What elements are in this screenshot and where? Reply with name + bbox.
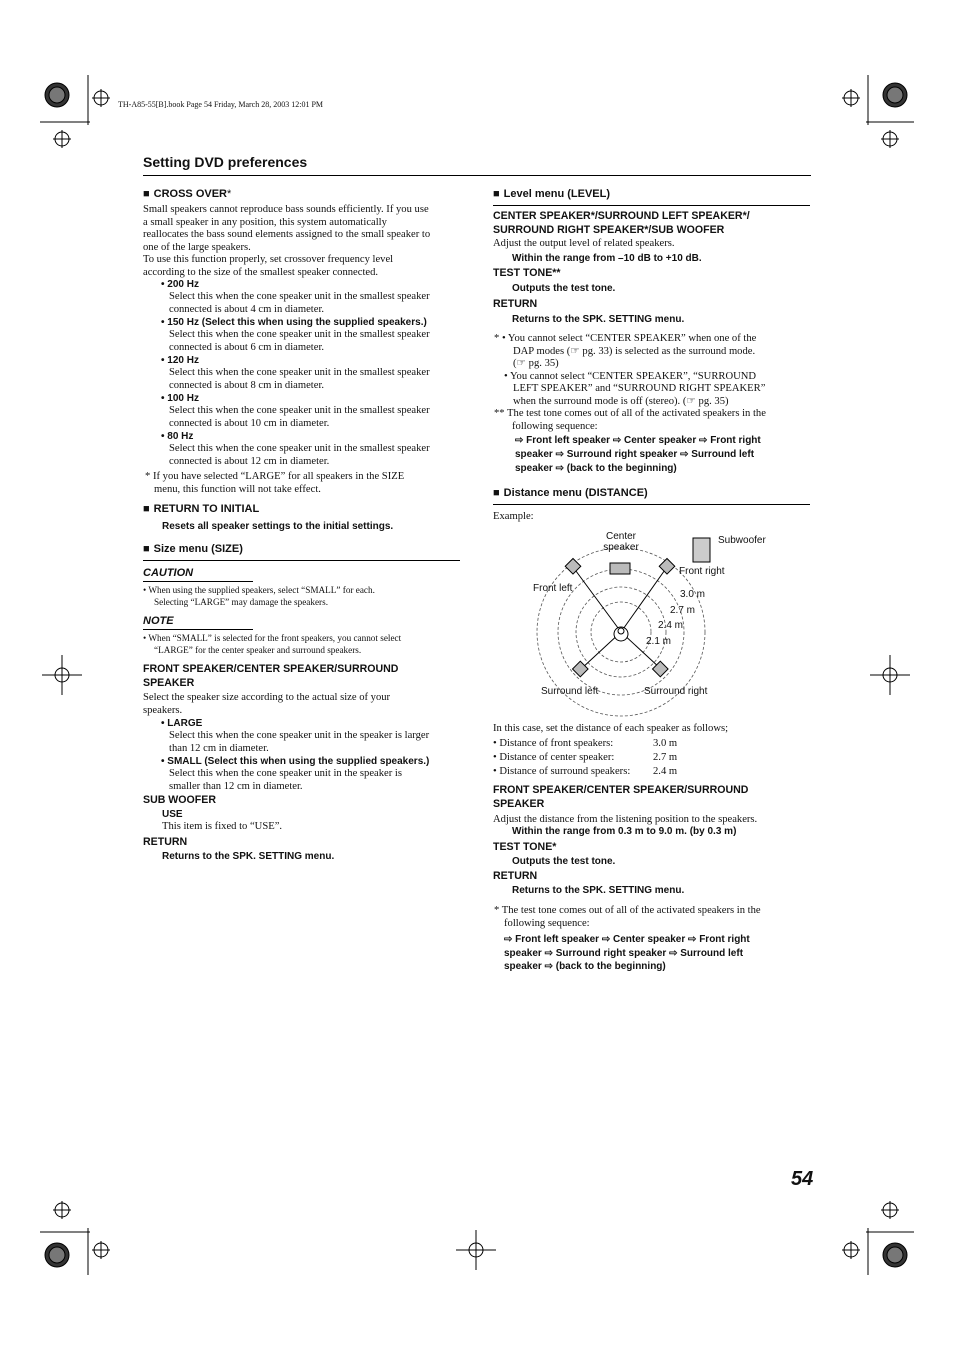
front-right-label: Front right xyxy=(679,566,725,577)
subwoofer-label: Subwoofer xyxy=(718,535,766,546)
front-speaker-size-desc: Select the speaker size according to the actual size of your speakers. xyxy=(143,692,391,716)
list-item: • Distance of surround speakers: 2.4 m xyxy=(493,766,678,777)
level-sub-heading: CENTER SPEAKER*/SURROUND LEFT SPEAKER*/ SURROUND RIGHT SPEAKER*/SUB WOOFER xyxy=(493,210,750,236)
list-item: • 120 Hz xyxy=(161,355,199,366)
distance-menu-heading: ■ Distance menu (DISTANCE) xyxy=(493,487,648,499)
front-speaker-distance-heading: FRONT SPEAKER/CENTER SPEAKER/SURROUND SPEAKER xyxy=(493,784,749,810)
center-speaker-icon xyxy=(610,563,630,574)
level-sequence: ⇨ Front left speaker ⇨ Center speaker ⇨ Front right speaker ⇨ Surround right speaker ⇨ Surround left speaker ⇨ (back to the beginning) xyxy=(515,435,761,474)
size-options: • LARGE Select this when the cone speaker unit in the speaker is larger than 12 cm in diameter. • SMALL (Select this when using the supplied speakers.) Select this when the cone speaker unit in the speaker is smaller than 12 cm in diameter. xyxy=(161,717,471,793)
list-item: • 200 Hz xyxy=(161,279,199,290)
distance-range: Within the range from 0.3 m to 9.0 m. (by 0.3 m) xyxy=(512,826,737,837)
note-label: NOTE xyxy=(143,615,174,627)
subwoofer-icon xyxy=(693,538,710,562)
distance-test-desc: Outputs the test tone. xyxy=(512,856,616,867)
distance-footnote: * The test tone comes out of all of the activated speakers in the following sequence: xyxy=(494,905,761,929)
use-label: USE xyxy=(162,809,183,820)
center-label: Center speaker xyxy=(603,531,639,553)
level-menu-heading: ■ Level menu (LEVEL) xyxy=(493,188,611,200)
level-return-label: RETURN xyxy=(493,298,538,310)
size-return-label: RETURN xyxy=(143,836,188,848)
distance-sequence: ⇨ Front left speaker ⇨ Center speaker ⇨ Front right speaker ⇨ Surround right speaker ⇨ Surround left speaker ⇨ (back to the beginning) xyxy=(504,934,750,972)
level-test-label: TEST TONE** xyxy=(493,267,561,279)
size-menu-rule xyxy=(143,560,460,561)
list-item: • Distance of center speaker: 2.7 m xyxy=(493,752,678,763)
list-item: • 100 Hz xyxy=(161,393,199,404)
distance-30-label: 3.0 m xyxy=(680,589,706,600)
distance-return-desc: Returns to the SPK. SETTING menu. xyxy=(512,885,685,896)
crossover-options: • 200 Hz Select this when the cone speaker unit in the smallest speaker connected is about 4 cm in diameter. • 150 Hz (Select this when using the supplied speakers.) Select this when the cone speaker unit in the smallest speaker connected is about 6 cm in diameter. • 120 Hz Select this when the cone speaker unit in the smallest speaker connected is about 8 cm in diameter. • 100 Hz Select this when the cone speaker unit in the smallest speaker connected is about 10 cm in diameter. • 80 Hz Select this when the cone speaker unit in the smallest speaker connected is about 12 cm in diameter. xyxy=(161,278,471,468)
caution-label: CAUTION xyxy=(143,567,194,579)
size-return-desc: Returns to the SPK. SETTING menu. xyxy=(162,851,335,862)
front-right-speaker-icon xyxy=(659,559,675,575)
front-left-speaker-icon xyxy=(565,559,581,575)
note-text: • When “SMALL” is selected for the front speakers, you cannot select “LARGE” for the center speaker and surround speakers. xyxy=(143,633,402,655)
level-return-desc: Returns to the SPK. SETTING menu. xyxy=(512,314,685,325)
list-item: • SMALL (Select this when using the supplied speakers.) xyxy=(161,756,430,767)
crossover-heading: ■ CROSS OVER* xyxy=(143,188,232,200)
distance-intro: In this case, set the distance of each speaker as follows; xyxy=(493,723,729,734)
page-number: 54 xyxy=(791,1168,814,1190)
sub-woofer-heading: SUB WOOFER xyxy=(143,794,216,806)
distance-24-label: 2.4 m xyxy=(658,620,684,631)
section-title: Setting DVD preferences xyxy=(143,154,308,170)
surround-right-label: Surround right xyxy=(644,686,708,697)
title-rule xyxy=(143,175,811,176)
level-footnotes: * • You cannot select “CENTER SPEAKER” when one of the DAP modes (☞ pg. 33) is selected as the surround mode. (☞ pg. 35) • You cannot select “CENTER SPEAKER”, “SURROUND LEFT SPEAKER” and “SURROUND RIGHT SPEAKER” when the surround mode is off (stereo). (☞ pg. 35) ** The test tone comes out of all of the activated speakers in the following sequence: xyxy=(494,333,766,432)
listener-icon xyxy=(614,627,628,641)
distance-21-label: 2.1 m xyxy=(646,636,672,647)
header-meta: TH-A85-55[B].book Page 54 Friday, March 28, 2003 12:01 PM xyxy=(118,100,324,109)
level-menu-rule xyxy=(493,205,810,206)
return-initial-heading: ■ RETURN TO INITIAL xyxy=(143,503,260,515)
distance-27-label: 2.7 m xyxy=(670,605,696,616)
example-label: Example: xyxy=(493,511,534,522)
return-initial-desc: Resets all speaker settings to the initial settings. xyxy=(162,521,394,532)
distance-return-label: RETURN xyxy=(493,870,538,882)
list-item: • LARGE xyxy=(161,718,203,729)
distance-list xyxy=(493,737,793,779)
size-menu-heading: ■ Size menu (SIZE) xyxy=(143,543,243,555)
caution-text: • When using the supplied speakers, select “SMALL” for each. Selecting “LARGE” may damage the speakers. xyxy=(143,585,375,607)
level-range: Within the range from –10 dB to +10 dB. xyxy=(512,253,702,264)
list-item: • Distance of front speakers: 3.0 m xyxy=(493,738,678,749)
use-desc: This item is fixed to “USE”. xyxy=(162,821,283,832)
front-left-label: Front left xyxy=(533,583,573,594)
crossover-intro: Small speakers cannot reproduce bass sounds efficiently. If you use a small speaker in any position, this system automatically reallocates the bass sound elements assigned to the small speaker to one of the large speakers. To use this function properly, set crossover frequency level according to the size of the smallest speaker connected. xyxy=(143,204,431,278)
list-item: • 150 Hz (Select this when using the supplied speakers.) xyxy=(161,317,427,328)
distance-test-label: TEST TONE* xyxy=(493,841,557,853)
distance-menu-rule xyxy=(493,504,810,505)
distance-desc: Adjust the distance from the listening position to the speakers. xyxy=(493,814,758,825)
note-rule xyxy=(143,629,253,630)
level-desc: Adjust the output level of related speakers. xyxy=(493,238,675,249)
front-speaker-size-heading: FRONT SPEAKER/CENTER SPEAKER/SURROUND SPEAKER xyxy=(143,663,399,689)
list-item: • 80 Hz xyxy=(161,431,194,442)
surround-left-label: Surround left xyxy=(541,686,599,697)
level-test-desc: Outputs the test tone. xyxy=(512,283,616,294)
crossover-footnote: * If you have selected “LARGE” for all speakers in the SIZE menu, this function will not take effect. xyxy=(145,471,405,495)
caution-rule xyxy=(143,581,253,582)
